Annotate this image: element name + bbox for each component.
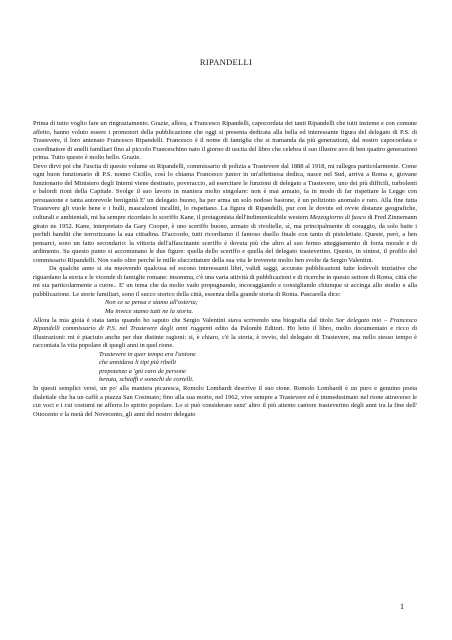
paragraph-2 (33, 163, 417, 266)
document-body (33, 120, 417, 419)
film-title: Mezzogiorno di fuoco (309, 214, 366, 222)
poem-line-1: Trastevere in quer tempo era l'unione (99, 350, 196, 358)
paragraph-5: In questi semplici versi, un po' alla maniera picaresca, Romolo Lombardi descrive il suo rione. Romolo Lombardi è un puro e genuino poeta dialettale che ha un caffè a piazza San Cosimato; fino alla sua morte, nel 1962, vive sempre a Trastevere ed è immedesimato nel rione attraverso le cui voci e i cui costumi ne afferra lo spirito popolare. Lo si può considerare senz' altro il più attento cantore trasteverino degli anni tra la fine dell' Ottocento e la metà del Novecento, gli anni del nostro delegato (33, 384, 417, 418)
paragraph-4-text-after: edito da Palombi Editori. Ho letto il libro, molto documentato e ricco di illustrazioni: mi è piaciuto anche per due distinte ragioni: si, è chiaro, c'è la storia, è ovvio, del delegato di Trastevere, ma nello stesso tempo è raccontata la vita popolare di quegli anni in quel rione. (33, 325, 417, 350)
paragraph-4 (33, 317, 417, 351)
document-title: RIPANDELLI (199, 57, 253, 67)
poem-line-2: che annidava li tipi più ribelli (99, 359, 177, 367)
paragraph-3: Da qualche anno si sta muovendo qualcosa ed escono interessanti libri, validi saggi, accurate pubblicazioni tutte lodevoli iniziative che riguardano la storia e le vicende di famiglie romane: insomma, c'è una varia attività di pubblicazioni e di ricerche in questo settore di Roma, città che mi sta particolarmente a cuore.. E' un tema che da molto vado propugnando, incoraggiando e consigliando chiunque si accinga allo studio e alla pubblicazione. Le storie familiari, sono il succo storico della città, essenza della grande storia di Roma. Pascarella dice: (33, 265, 417, 298)
paragraph-2-text-before: Devo dirvi poi che l'uscita di questo volume su Ripandelli, commissario di polizia a Trastevere dal 1888 al 1918, mi rallegra particolarmente. Come ogni buon funzionario di P.S. nonno Cicillo, così lo chiama Francesco junior in un'affettuosa dedica, nasce nel Sud, arriva a Roma e, giovane funzionario del Ministero degli Interni viene destinato, poveraccio, ad esercitare le funzioni di delegato a Trastevere, uno dei più difficili, turbolenti e balordi rioni della Capitale. Svolge il suo lavoro in maniera molto singolare: non è mai armato, fa in modo di far rispettare la Legge con persuasione e tanta autorevole benignità E' un delegato buono, ha per arma un solo nodoso bastone, è un poliziotto anomalo e raro. Alla fine tutta Trastevere gli vuole bene e i bulli, mascalzoni incalliti, lo rispettano. La figura di Ripandelli, pur con le dovute ed ovvie distanze geografiche, culturali e ambientali, mi ha sempre ricordato lo sceriffo Kane, il protagonista dell'indimenticabile western (33, 162, 417, 222)
quote-line-2: Ma invece stamo tutti ne la storia. (105, 308, 194, 316)
poem-line-3: prepotenze a 'gni caro de persone (99, 367, 186, 375)
paragraph-2-text-after: di Fred Zinnemann girato ne 1952. Kane, interpretato da Gary Cooper, è uno sceriffo buono, armato di rivoltelle, sì, ma principalmente di coraggio, da solo batte i perfidi banditi che terrorizzano la sua cittadina. D'accordo, tutti ricordiamo il famoso duello finale con tanto di pistolettate. Queste, però, a ben pensarci, sono un fatto secondario: la vittoria dell'affascinante sceriffo è dovuta più che altro al suo fermo atteggiamento di forza morale e di ardimento. Su questo punto si accomunano le due figure: quella dello sceriffo e quella del delegato trasteverino. Questo, in sintesi, il profilo del commissario Ripandelli. Non vado oltre perché le mille sfaccettature della sua vita le troverete molto ben svolte da Sergio Valentini. (33, 214, 417, 264)
quote-line-1: Non ce se pensa e stamo all'osteria; (105, 299, 198, 307)
book-title: Sor delegato mio – Francesco Ripandelli commissario di P.S. nel Trastevere degli anni ruggenti (33, 316, 418, 333)
paragraph-4-text-before: Allora la mia gioia è stata tanta quando ho saputo che Sergio Valentini stava scrivendo una biografia dal titolo (33, 316, 336, 324)
poem-line-4: bevuta, schiaffi e sonechi de cortelli. (99, 376, 194, 384)
paragraph-1: Prima di tutto voglio fare un ringraziamento. Grazie, allora, a Francesco Ripandelli, capocordata dei tanti Ripandelli che tutti insieme e con comune affetto, hanno voluto essere i promotori della pubblicazione che oggi si presenta dedicata alla bella ed interessante figura del delegato di P.S. di Trastevere, il loro antenato Francesco Ripandelli. Francesco è il nome di famiglia che si tramanda da più generazioni, dal nostro capocordata e coordinatore di anelli familiari fino al piccolo Franceschino nato il giorno di uscita del libro che celebra il suo illustre avo di ben quattro generazioni prima. Tutto questo è molto bello. Grazie. (33, 120, 417, 162)
page-number: 1 (400, 602, 404, 611)
